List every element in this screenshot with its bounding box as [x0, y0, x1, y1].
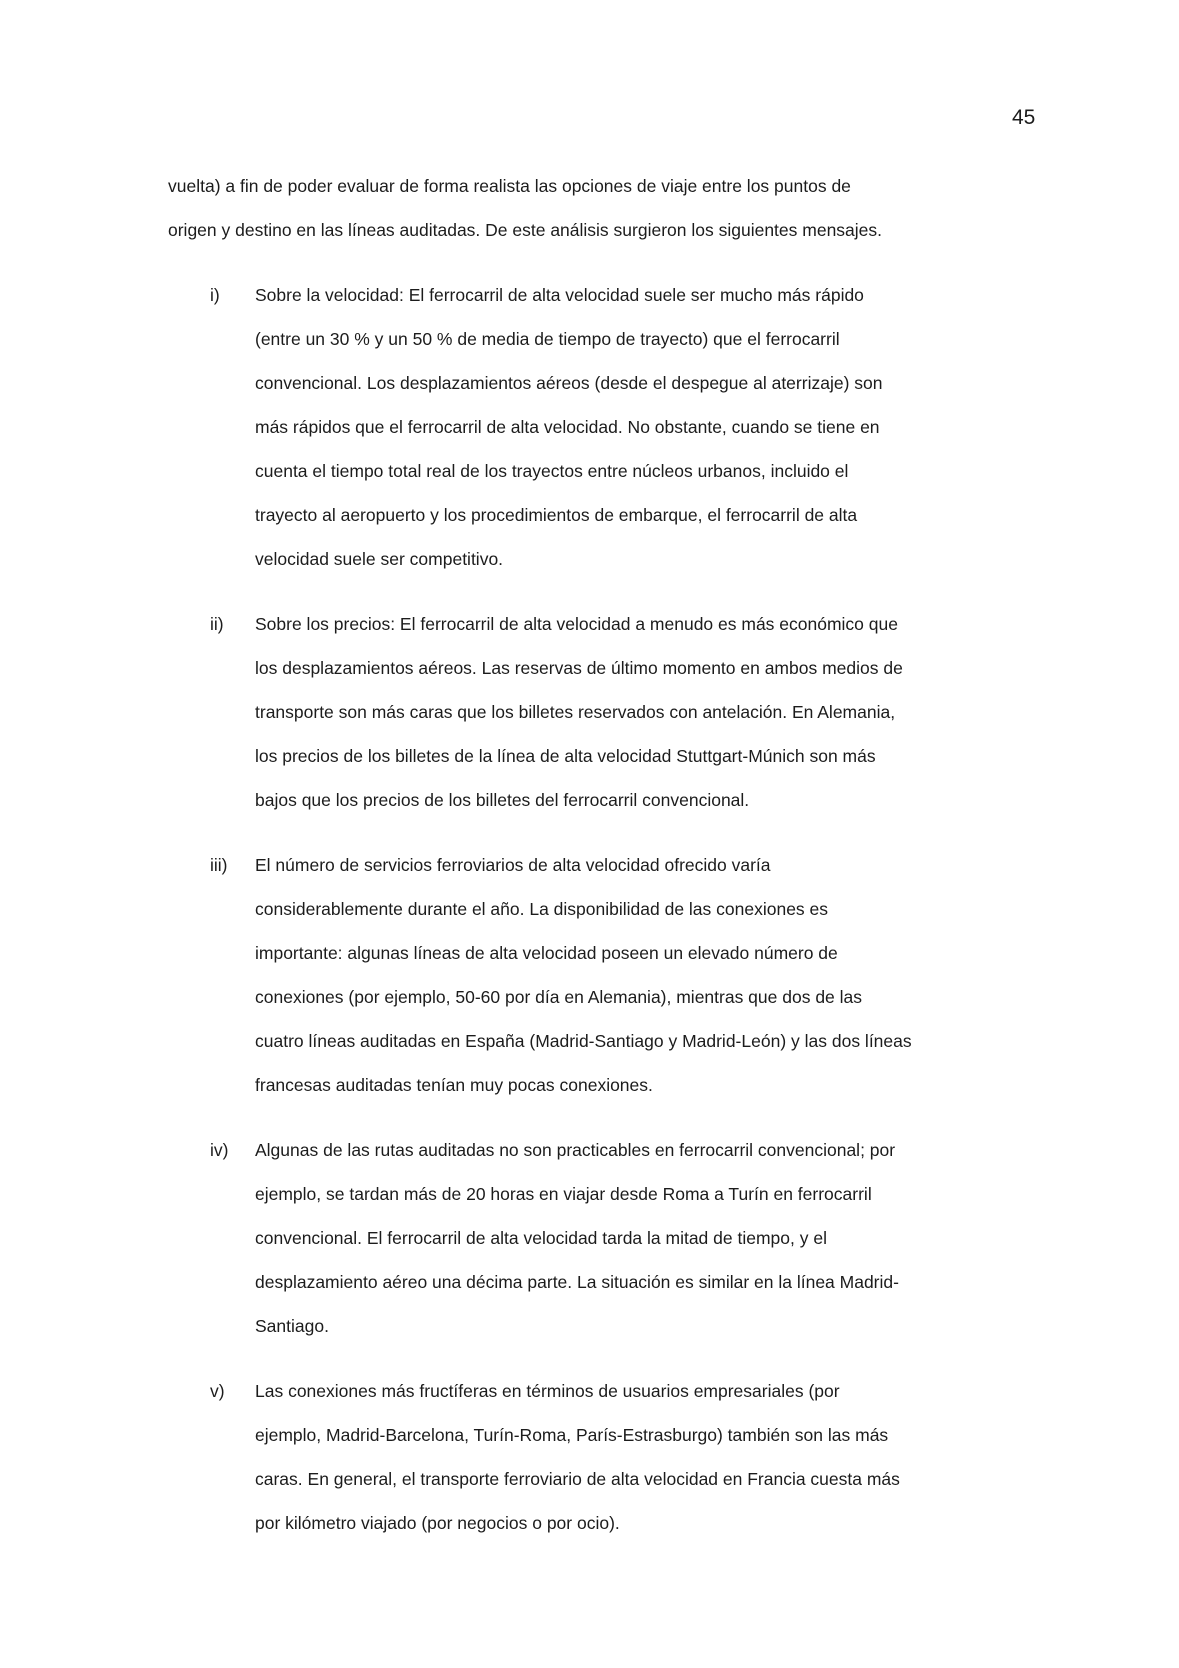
list-item-marker: iii) — [210, 855, 228, 875]
list-item-line: los precios de los billetes de la línea de alta velocidad Stuttgart-Múnich son más — [255, 746, 876, 766]
list-item-line: velocidad suele ser competitivo. — [255, 549, 504, 569]
list-item-i — [168, 273, 1038, 581]
list-item-marker: ii) — [210, 614, 224, 634]
list-item-line: El número de servicios ferroviarios de alta velocidad ofrecido varía — [255, 855, 771, 875]
list-item-ii — [168, 602, 1038, 822]
list-item-line: conexiones (por ejemplo, 50-60 por día en Alemania), mientras que dos de las — [255, 987, 863, 1007]
list-item-iii — [168, 843, 1038, 1107]
list-item-line: caras. En general, el transporte ferroviario de alta velocidad en Francia cuesta más — [255, 1469, 900, 1489]
list-item-line: los desplazamientos aéreos. Las reservas de último momento en ambos medios de — [255, 658, 903, 678]
list-item-line: Las conexiones más fructíferas en términos de usuarios empresariales (por — [255, 1381, 840, 1401]
list-item-line: ejemplo, se tardan más de 20 horas en viajar desde Roma a Turín en ferrocarril — [255, 1184, 872, 1204]
intro-paragraph — [168, 164, 1038, 252]
list-item-line: bajos que los precios de los billetes del ferrocarril convencional. — [255, 790, 750, 810]
intro-line: origen y destino en las líneas auditadas. De este análisis surgieron los siguientes mensajes. — [168, 220, 883, 240]
list-item-line: más rápidos que el ferrocarril de alta velocidad. No obstante, cuando se tiene en — [255, 417, 880, 437]
list-item-line: trayecto al aeropuerto y los procedimientos de embarque, el ferrocarril de alta — [255, 505, 858, 525]
list-item-line: Sobre los precios: El ferrocarril de alta velocidad a menudo es más económico que — [255, 614, 898, 634]
list-item-text — [255, 843, 1038, 1107]
list-item-v — [168, 1369, 1038, 1545]
list-item-line: desplazamiento aéreo una décima parte. La situación es similar en la línea Madrid- — [255, 1272, 899, 1292]
list-item-text — [255, 1128, 1038, 1348]
list-item-line: francesas auditadas tenían muy pocas conexiones. — [255, 1075, 653, 1095]
message-list — [168, 273, 1038, 1545]
list-item-line: Santiago. — [255, 1316, 329, 1336]
page-number: 45 — [1012, 106, 1036, 129]
list-item-line: Algunas de las rutas auditadas no son practicables en ferrocarril convencional; por — [255, 1140, 896, 1160]
list-item-line: cuatro líneas auditadas en España (Madrid-Santiago y Madrid-León) y las dos líneas — [255, 1031, 912, 1051]
list-item-line: importante: algunas líneas de alta velocidad poseen un elevado número de — [255, 943, 838, 963]
list-item-text — [255, 273, 1038, 581]
list-item-line: convencional. El ferrocarril de alta velocidad tarda la mitad de tiempo, y el — [255, 1228, 827, 1248]
list-item-line: considerablemente durante el año. La disponibilidad de las conexiones es — [255, 899, 829, 919]
list-item-text — [255, 602, 1038, 822]
list-item-line: (entre un 30 % y un 50 % de media de tiempo de trayecto) que el ferrocarril — [255, 329, 840, 349]
list-item-line: transporte son más caras que los billetes reservados con antelación. En Alemania, — [255, 702, 896, 722]
list-item-marker: i) — [210, 285, 220, 305]
intro-line: vuelta) a fin de poder evaluar de forma realista las opciones de viaje entre los puntos de — [168, 176, 851, 196]
list-item-line: convencional. Los desplazamientos aéreos (desde el despegue al aterrizaje) son — [255, 373, 883, 393]
list-item-line: cuenta el tiempo total real de los trayectos entre núcleos urbanos, incluido el — [255, 461, 849, 481]
page-content — [168, 164, 1038, 1545]
list-item-line: por kilómetro viajado (por negocios o por ocio). — [255, 1513, 620, 1533]
list-item-iv — [168, 1128, 1038, 1348]
list-item-line: ejemplo, Madrid-Barcelona, Turín-Roma, París-Estrasburgo) también son las más — [255, 1425, 889, 1445]
list-item-marker: iv) — [210, 1140, 229, 1160]
list-item-text — [255, 1369, 1038, 1545]
list-item-marker: v) — [210, 1381, 225, 1401]
list-item-line: Sobre la velocidad: El ferrocarril de alta velocidad suele ser mucho más rápido — [255, 285, 864, 305]
